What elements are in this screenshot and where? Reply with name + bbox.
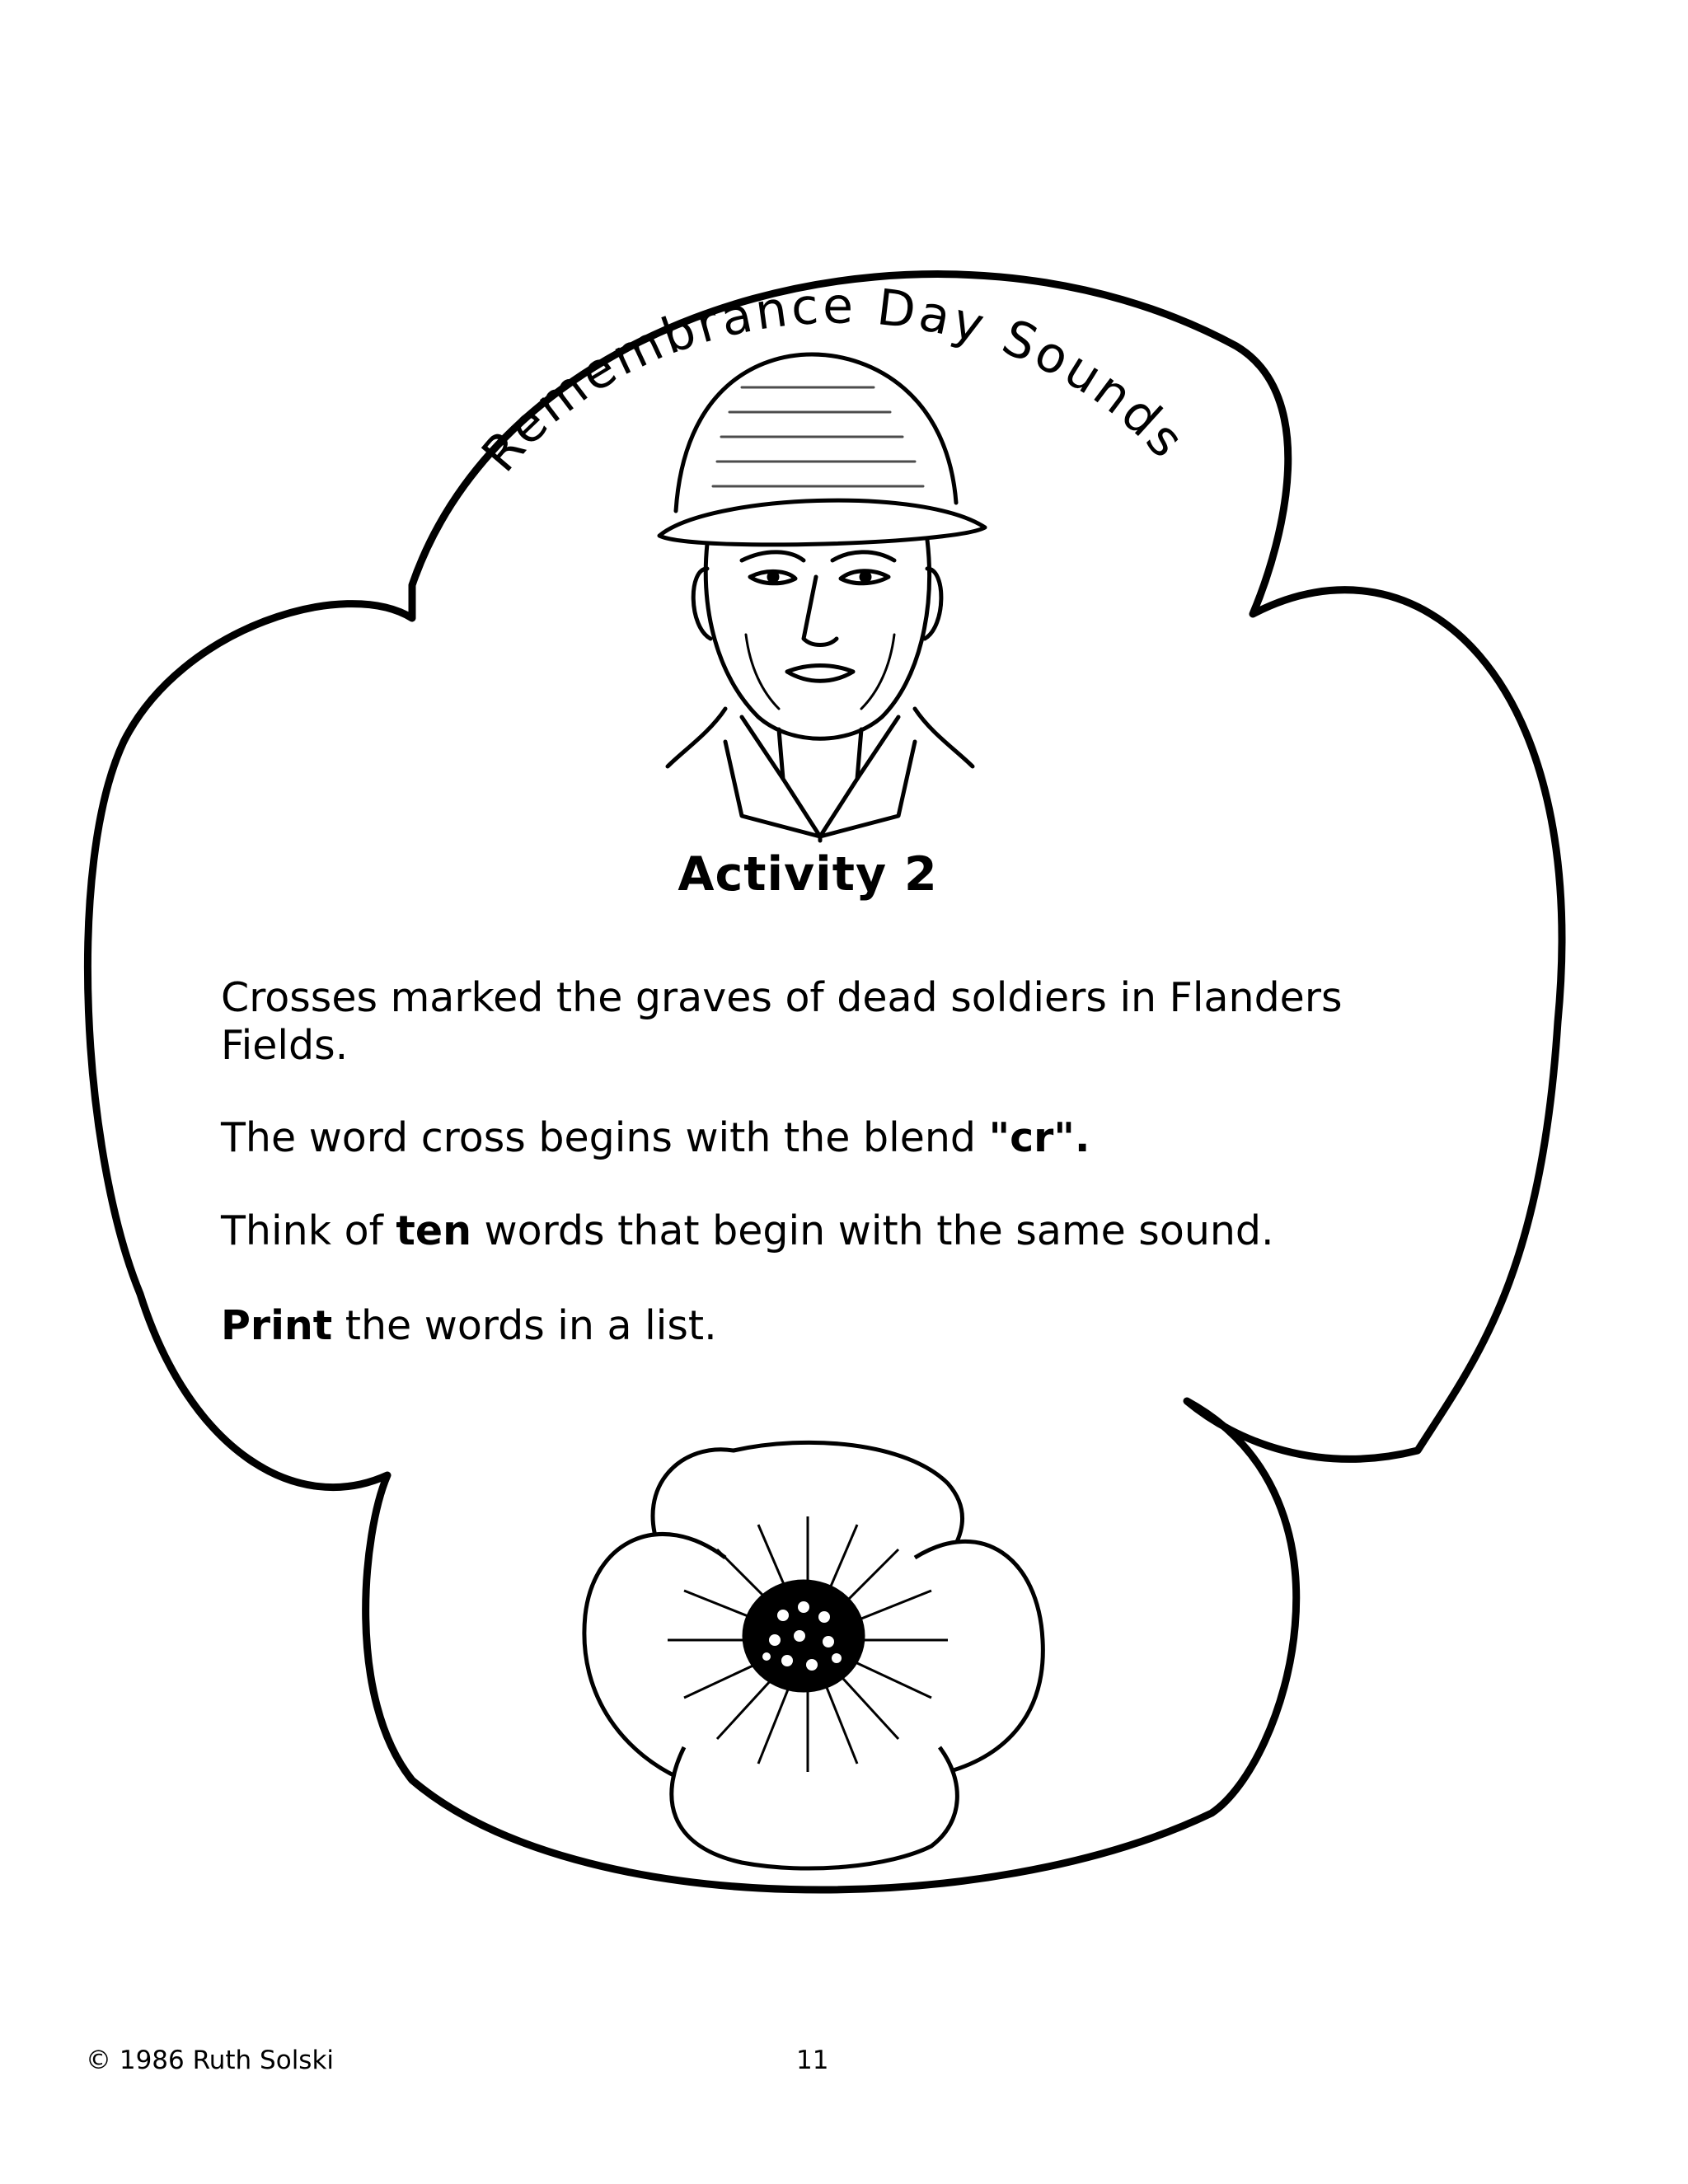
activity-label: Activity 2: [678, 847, 938, 902]
soldier-portrait-icon: [659, 354, 985, 841]
instruction-3-bold: ten: [396, 1207, 471, 1254]
instruction-paragraph-3: [221, 1207, 1474, 1255]
instruction-paragraph-1: Crosses marked the graves of dead soldiers in Flanders Fields.: [221, 974, 1343, 1069]
instruction-2-bold: "cr".: [988, 1114, 1090, 1161]
poppy-flower-icon: [584, 1442, 1043, 1868]
instruction-4-bold: Print: [221, 1302, 333, 1349]
page-title-arc: Remembrance Day Sounds: [471, 277, 1198, 484]
copyright-notice: © 1986 Ruth Solski: [86, 2046, 335, 2075]
instruction-4-text: the words in a list.: [332, 1302, 717, 1349]
instruction-paragraph-4: [221, 1302, 1474, 1350]
instruction-2-text: The word cross begins with the blend: [221, 1114, 989, 1161]
instruction-3-text-before: Think of: [221, 1207, 396, 1254]
instruction-paragraph-2: [221, 1114, 1474, 1162]
page-number: 11: [796, 2046, 829, 2075]
instruction-3-text-after: words that begin with the same sound.: [471, 1207, 1274, 1254]
